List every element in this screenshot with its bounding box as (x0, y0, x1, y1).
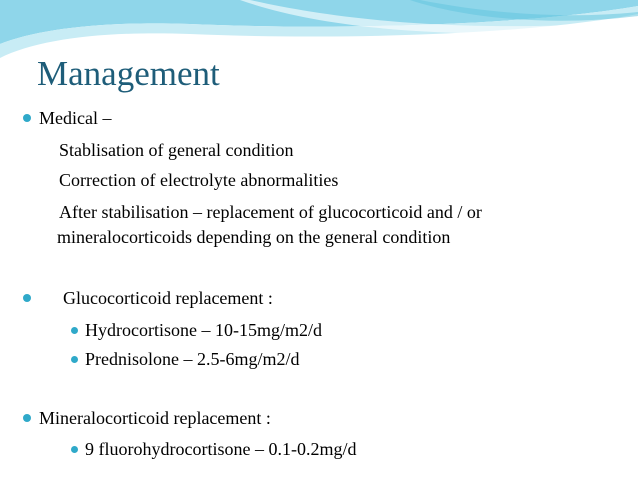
slide-title: Management (37, 54, 220, 93)
header-wave-decoration (0, 0, 638, 60)
bullet-icon (23, 414, 31, 422)
bullet-icon (23, 114, 31, 122)
medical-heading: Medical – (39, 108, 112, 128)
medical-line-2: Correction of electrolyte abnormalities (59, 170, 339, 190)
glucocorticoid-item-2: Prednisolone – 2.5-6mg/m2/d (85, 349, 300, 369)
mineralocorticoid-item-1: 9 fluorohydrocortisone – 0.1-0.2mg/d (85, 439, 357, 459)
medical-line-3: After stabilisation – replacement of glucocorticoid and / or (59, 202, 482, 222)
bullet-icon (71, 327, 78, 334)
glucocorticoid-heading: Glucocorticoid replacement : (63, 288, 273, 308)
bullet-icon (23, 294, 31, 302)
glucocorticoid-item-1: Hydrocortisone – 10-15mg/m2/d (85, 320, 322, 340)
medical-line-1: Stablisation of general condition (59, 140, 294, 160)
bullet-icon (71, 356, 78, 363)
mineralocorticoid-heading: Mineralocorticoid replacement : (39, 408, 271, 428)
bullet-icon (71, 446, 78, 453)
medical-line-4: mineralocorticoids depending on the general condition (57, 227, 451, 247)
